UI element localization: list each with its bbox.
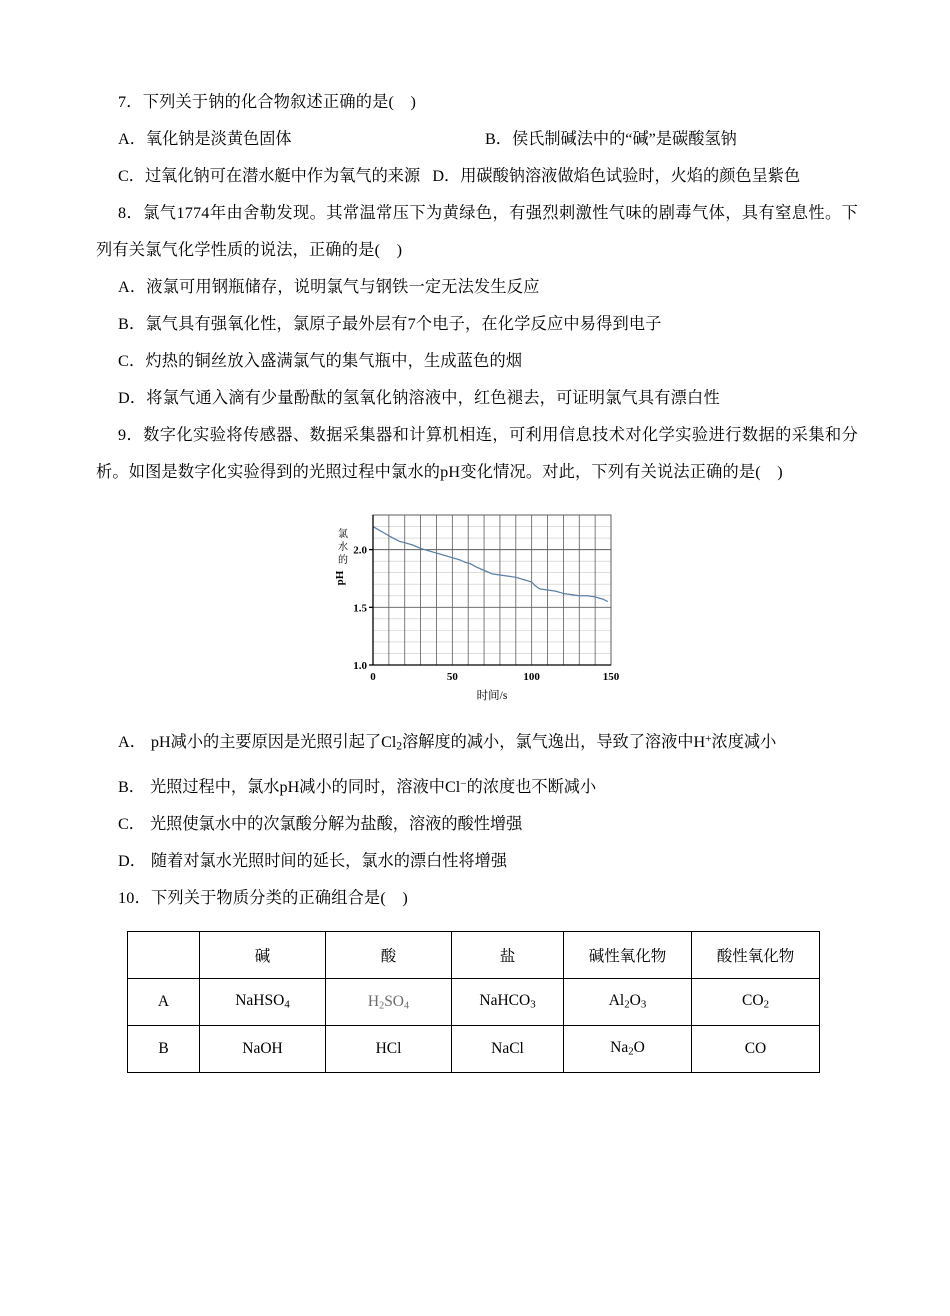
- question-7-number: 7．: [118, 93, 143, 111]
- table-cell: HCl: [326, 1025, 452, 1072]
- question-7-option-b[interactable]: B．侯氏制碱法中的“碱”是碳酸氢钠: [485, 130, 737, 148]
- chart-svg: [321, 505, 621, 710]
- chart-y-axis-label-ph: pH: [334, 570, 346, 586]
- chart-y-axis-label-char: 水: [338, 542, 348, 553]
- table-cell: $Al_2O_3$: [564, 978, 692, 1025]
- table-cell: NaHCO$_3$: [452, 978, 564, 1025]
- question-9-option-d-lead: D．: [118, 851, 146, 870]
- table-header-corner: [128, 931, 200, 978]
- classification-table: [127, 931, 820, 1073]
- chart-x-axis-label: 时间/s: [476, 690, 508, 702]
- question-9-option-b-lead: B．: [118, 777, 145, 796]
- chart-y-axis-label-char: 的: [338, 555, 348, 566]
- table-cell: NaOH: [200, 1025, 326, 1072]
- table-row: [128, 978, 820, 1025]
- question-8-number: 8．: [118, 204, 144, 222]
- table-header-row: [128, 931, 820, 978]
- question-8-text: 氯气1774年由舍勒发现。其常温常压下为黄绿色，有强烈刺激性气味的剧毒气体，具有窒息性。下列有关氯气化学性质的说法，正确的是( ): [96, 204, 859, 259]
- question-7-stem: [96, 84, 858, 121]
- chart-x-tick-label: 150: [602, 671, 620, 683]
- chart-x-tick-label: 0: [370, 671, 376, 683]
- question-9-option-c[interactable]: [96, 806, 858, 843]
- question-8-option-b[interactable]: B．氯气具有强氧化性，氯原子最外层有7个电子，在化学反应中易得到电子: [118, 315, 662, 333]
- chart-x-tick-label: 50: [446, 671, 458, 683]
- table-row-label: A: [128, 978, 200, 1025]
- chart-plot-background: [373, 515, 611, 665]
- question-9-number: 9．: [118, 426, 144, 444]
- chart-y-axis-label-char: 氯: [338, 529, 348, 540]
- question-9-option-a-lead: A．: [118, 733, 146, 752]
- question-9-option-d[interactable]: [96, 843, 858, 880]
- question-9-option-b-text: 光照过程中，氯水pH减小的同时，溶液中Cl−的浓度也不断减小: [149, 777, 597, 796]
- table-cell: $Na_2O$: [564, 1025, 692, 1072]
- question-9-option-b[interactable]: [96, 766, 858, 806]
- classification-table-wrapper: [127, 931, 858, 1073]
- question-9-stem: [96, 417, 858, 491]
- chart-y-tick-label: 1.0: [353, 660, 367, 672]
- question-8-option-a[interactable]: A．液氯可用钢瓶储存，说明氯气与钢铁一定无法发生反应: [118, 278, 540, 296]
- question-8-option-d[interactable]: D．将氯气通入滴有少量酚酞的氢氧化钠溶液中，红色褪去，可证明氯气具有漂白性: [118, 389, 720, 407]
- question-9-text: 数字化实验将传感器、数据采集器和计算机相连，可利用信息技术对化学实验进行数据的采集和分析。如图是数字化实验得到的光照过程中氯水的pH变化情况。对此，下列有关说法正确的是( ): [96, 426, 858, 481]
- page-content: [96, 84, 858, 1073]
- table-row: [128, 1025, 820, 1072]
- chart-y-tick-label: 2.0: [353, 544, 367, 557]
- question-9-option-d-text: 随着对氯水光照时间的延长，氯水的漂白性将增强: [150, 851, 508, 870]
- table-header-acidic-oxide: 酸性氧化物: [692, 931, 820, 978]
- table-header-acid: 酸: [326, 931, 452, 978]
- question-7-options-row-1: [96, 121, 858, 158]
- question-9-option-c-lead: C．: [118, 814, 145, 833]
- table-header-salt: 盐: [452, 931, 564, 978]
- table-cell: NaHSO$_4$: [200, 978, 326, 1025]
- chart-x-tick-label: 100: [523, 671, 540, 683]
- table-body: [128, 978, 820, 1072]
- question-7-text: 下列关于钠的化合物叙述正确的是( ): [142, 93, 417, 111]
- question-9-option-a[interactable]: [96, 721, 858, 766]
- question-10-number: 10．: [118, 888, 151, 907]
- table-row-label: B: [128, 1025, 200, 1072]
- table-header-basic-oxide: 碱性氧化物: [564, 931, 692, 978]
- question-7-option-d[interactable]: D．用碳酸钠溶液做焰色试验时，火焰的颜色呈紫色: [432, 167, 801, 185]
- question-7-option-c[interactable]: C．过氧化钠可在潜水艇中作为氧气的来源: [118, 167, 421, 185]
- ph-vs-time-chart: [321, 505, 621, 710]
- question-7-options-row-2: [96, 158, 858, 195]
- table-cell: $H_2SO_4$: [326, 978, 452, 1025]
- question-7-option-a[interactable]: A．氧化钠是淡黄色固体: [118, 130, 292, 148]
- question-8-stem: [96, 195, 858, 269]
- question-9-figure: [96, 497, 858, 717]
- question-10-stem: [96, 880, 858, 917]
- question-8-option-c[interactable]: C．灼热的铜丝放入盛满氯气的集气瓶中，生成蓝色的烟: [118, 352, 523, 370]
- table-cell: $CO_2$: [692, 978, 820, 1025]
- question-9-option-c-text: 光照使氯水中的次氯酸分解为盐酸，溶液的酸性增强: [149, 814, 523, 833]
- table-header-base: 碱: [200, 931, 326, 978]
- chart-y-tick-label: 1.5: [353, 602, 367, 615]
- question-9-option-a-text: pH减小的主要原因是光照引起了$Cl_2$溶解度的减小，氯气逸出，导致了溶液中H+浓度减小: [150, 733, 777, 753]
- question-10-text: 下列关于物质分类的正确组合是( ): [150, 888, 408, 907]
- table-cell: NaCl: [452, 1025, 564, 1072]
- table-cell: CO: [692, 1025, 820, 1072]
